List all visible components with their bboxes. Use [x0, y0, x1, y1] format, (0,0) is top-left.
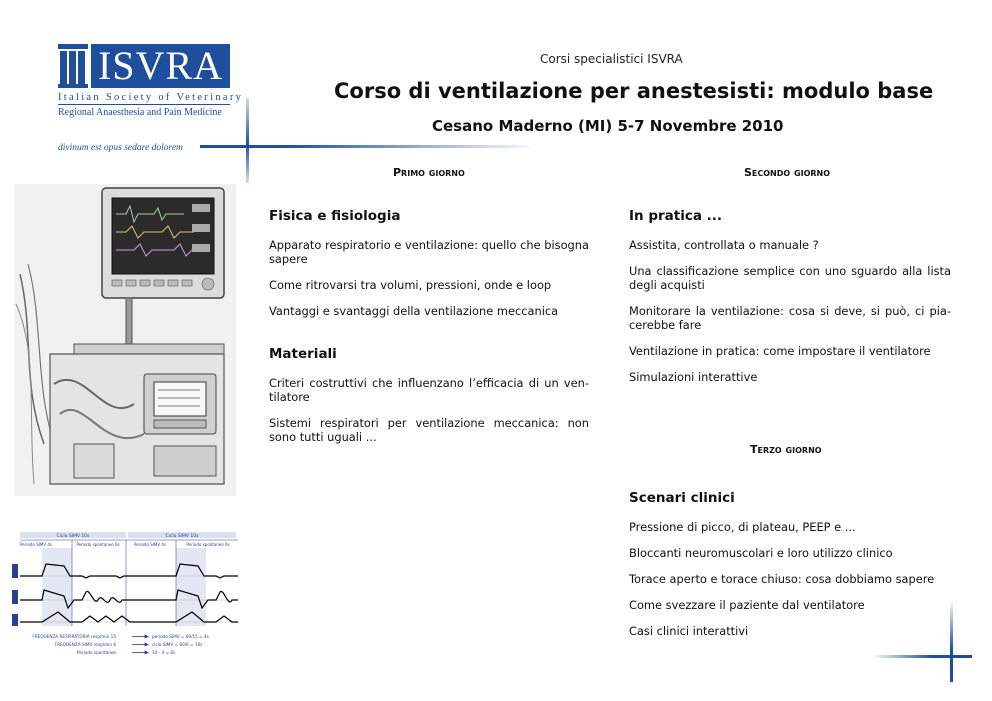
program-item: Una classificazione semplice con uno sguardo alla lista degli acquisti	[629, 264, 951, 292]
graph-period-spont-2: Periodo spontaneo 6s	[186, 542, 230, 547]
program-item: Torace aperto e torace chiuso: cosa dobbiamo sapere	[629, 572, 935, 586]
logo-motto: divinum est opus sedare dolorem	[58, 143, 183, 153]
logo-discipline-line: Regional Anaesthesia and Pain Medicine	[58, 104, 230, 118]
graph-legend-result: 10 - 4 = 6s	[152, 650, 176, 655]
logo-society-line: Italian Society of Veterinary	[58, 92, 244, 103]
program-item: Bloccanti neuromuscolari e loro utilizzo clinico	[629, 546, 893, 560]
graph-period-spont-1: Periodo spontaneo 6s	[76, 542, 120, 547]
program-column-right-day2	[629, 208, 951, 396]
section-title-scenari: Scenari clinici	[629, 490, 735, 506]
program-item: Criteri costruttivi che influenzano l’efficacia di un ven-tilatore	[269, 376, 589, 404]
program-column-right-day3	[629, 490, 951, 650]
program-item: Casi clinici interattivi	[629, 624, 749, 638]
day-heading-third: Terzo giorno	[750, 443, 822, 456]
day-heading-second: Secondo giorno	[744, 166, 831, 179]
graph-cycle-label-1: Ciclo SIMV 10s	[56, 534, 90, 539]
page-subtitle: Cesano Maderno (MI) 5-7 Novembre 2010	[432, 117, 784, 135]
page-title: Corso di ventilazione per anestesisti: modulo base	[334, 79, 934, 103]
program-item: Ventilazione in pratica: come impostare il ventilatore	[629, 344, 931, 358]
graph-period-simv-2: Periodo SIMV 4s	[134, 542, 166, 547]
decorative-line-bottom	[872, 655, 972, 658]
graph-legend-result: periodo SIMV = 60/15 = 4s	[152, 634, 209, 639]
course-kicker: Corsi specialistici ISVRA	[540, 52, 683, 66]
graph-cycle-label-2: Ciclo SIMV 10s	[165, 534, 199, 539]
simv-waveform-diagram	[12, 530, 248, 662]
graph-legend-result: ciclo SIMV = 60/6 = 10s	[152, 642, 203, 647]
decorative-line-top	[200, 145, 540, 148]
program-item: Sistemi respiratori per ventilazione meccanica: non sono tutti uguali ...	[269, 416, 589, 444]
logo-acronym: ISVRA	[91, 44, 230, 88]
program-item: Vantaggi e svantaggi della ventilazione meccanica	[269, 304, 559, 318]
section-title-materiali: Materiali	[269, 346, 337, 362]
day-heading-first: Primo giorno	[393, 166, 465, 179]
program-item: Monitorare la ventilazione: cosa si deve, si può, ci pia-cerebbe fare	[629, 304, 951, 332]
program-item: Assistita, controllata o manuale ?	[629, 238, 819, 252]
graph-period-simv-1: Periodo SIMV 4s	[20, 542, 52, 547]
section-title-fisica: Fisica e fisiologia	[269, 208, 401, 224]
program-item: Apparato respiratorio e ventilazione: quello che bisogna sapere	[269, 238, 589, 266]
program-column-left	[269, 208, 589, 456]
graph-legend-label: Periodo spontaneo	[76, 650, 116, 655]
graph-legend-label: FREQUENZA SIMV resp/min 6	[54, 642, 116, 647]
program-item: Come svezzare il paziente dal ventilatore	[629, 598, 865, 612]
column-icon	[58, 44, 88, 88]
decorative-line-vertical-top	[246, 98, 249, 183]
ventilator-equipment-image	[14, 184, 236, 496]
program-item: Pressione di picco, di plateau, PEEP e ...	[629, 520, 856, 534]
section-title-pratica: In pratica ...	[629, 208, 723, 224]
program-item: Simulazioni interattive	[629, 370, 758, 384]
graph-legend-label: FREQUENZA RESPIRATORIA resp/min 15	[32, 634, 116, 639]
program-item: Come ritrovarsi tra volumi, pressioni, onde e loop	[269, 278, 552, 292]
isvra-logo	[58, 43, 244, 118]
